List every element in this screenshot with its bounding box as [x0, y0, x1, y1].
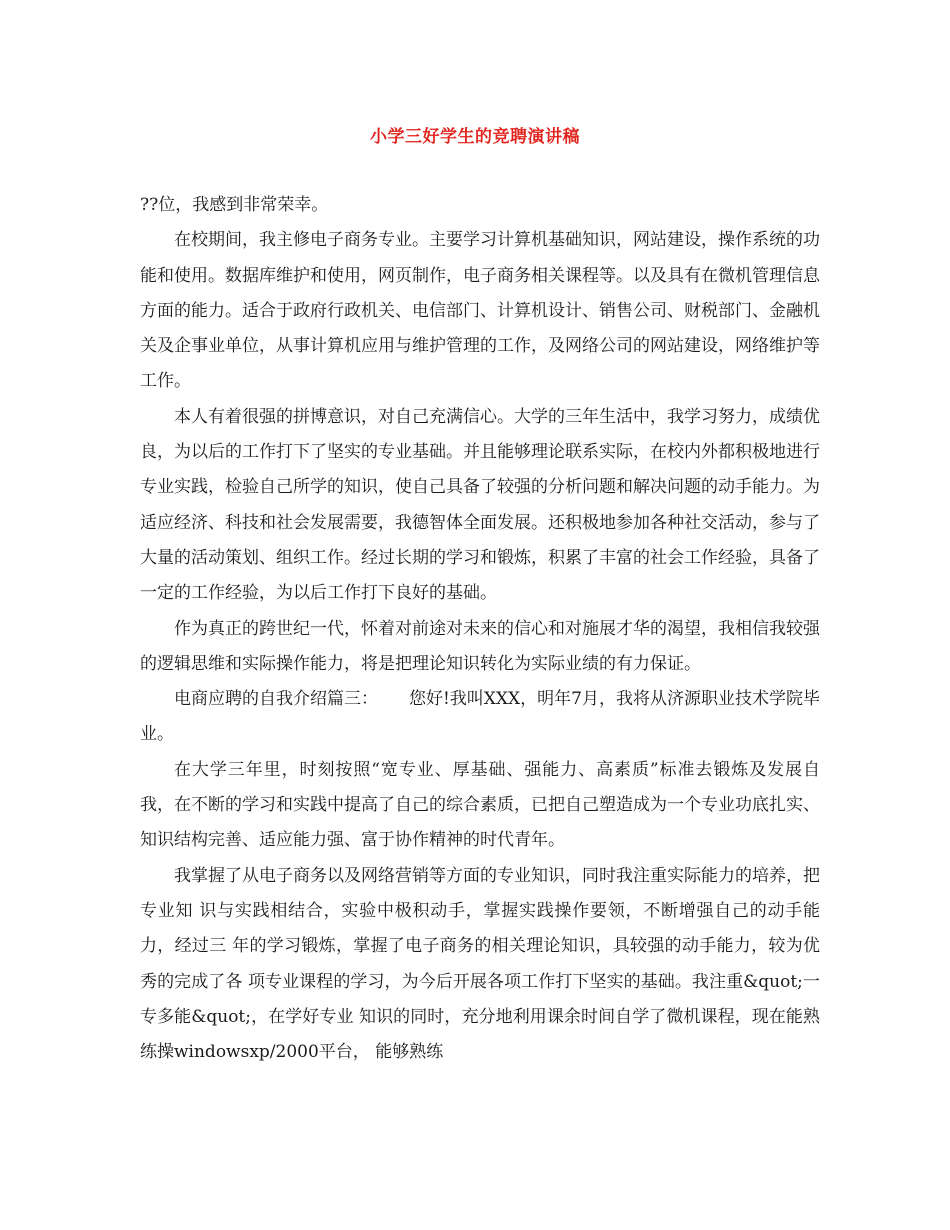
document-title: 小学三好学生的竞聘演讲稿	[370, 127, 580, 147]
paragraph-new-generation: 作为真正的跨世纪一代，怀着对前途对未来的信心和对施展才华的渴望，我相信我较强的逻辑思维和实际操作能力，将是把理论知识转化为实际业绩的有力保证。	[140, 618, 820, 674]
paragraph-intro-part-three: 电商应聘的自我介绍篇三： 您好!我叫XXX，明年7月，我将从济源职业技术学院毕业。	[140, 689, 820, 745]
paragraph-self-confidence: 本人有着很强的拼博意识，对自己充满信心。大学的三年生活中，我学习努力，成绩优良，为以后的工作打下了坚实的专业基础。并且能够理论联系实际，在校内外都积极地进行专业实践，检验自己所学的知识，使自己具备了较强的分析问题和解决问题的动手能力。为适应经济、科技和社会发展需要，我德智体全面发展。还积极地参加各种社交活动，参与了大量的活动策划、组织工作。经过长期的学习和锻炼，积累了丰富的社会工作经验，具备了一定的工作经验，为以后工作打下良好的基础。	[140, 406, 820, 604]
paragraph-three-years: 在大学三年里，时刻按照“宽专业、厚基础、强能力、高素质”标准去锻炼及发展自我，在不断的学习和实践中提高了自己的综合素质，已把自己塑造成为一个专业功底扎实、知识结构完善、适应能力强、富于协作精神的时代青年。	[140, 759, 820, 851]
document-body	[140, 188, 820, 1070]
paragraph-study-major: 在校期间，我主修电子商务专业。主要学习计算机基础知识，网站建设，操作系统的功能和使用。数据库维护和使用，网页制作，电子商务相关课程等。以及具有在微机管理信息方面的能力。适合于政府行政机关、电信部门、计算机设计、销售公司、财税部门、金融机关及企事业单位，从事计算机应用与维护管理的工作，及网络公司的网站建设，网络维护等工作。	[140, 230, 820, 392]
paragraph-fragment: ??位，我感到非常荣幸。	[140, 195, 329, 215]
paragraph-skills: 我掌握了从电子商务以及网络营销等方面的专业知识，同时我注重实际能力的培养，把专业知 识与实践相结合，实验中极积动手，掌握实践操作要领，不断增强自己的动手能力，经过三 年的学习锻炼，掌握了电子商务的相关理论知识，具较强的动手能力，较为优秀的完成了各 项专业课程的学习，为今后开展各项工作打下坚实的基础。我注重&quot;一专多能&quot;，在学好专业 知识的同时，充分地利用课余时间自学了微机课程，现在能熟练操windowsxp/2000平台， 能够熟练	[140, 865, 820, 1063]
